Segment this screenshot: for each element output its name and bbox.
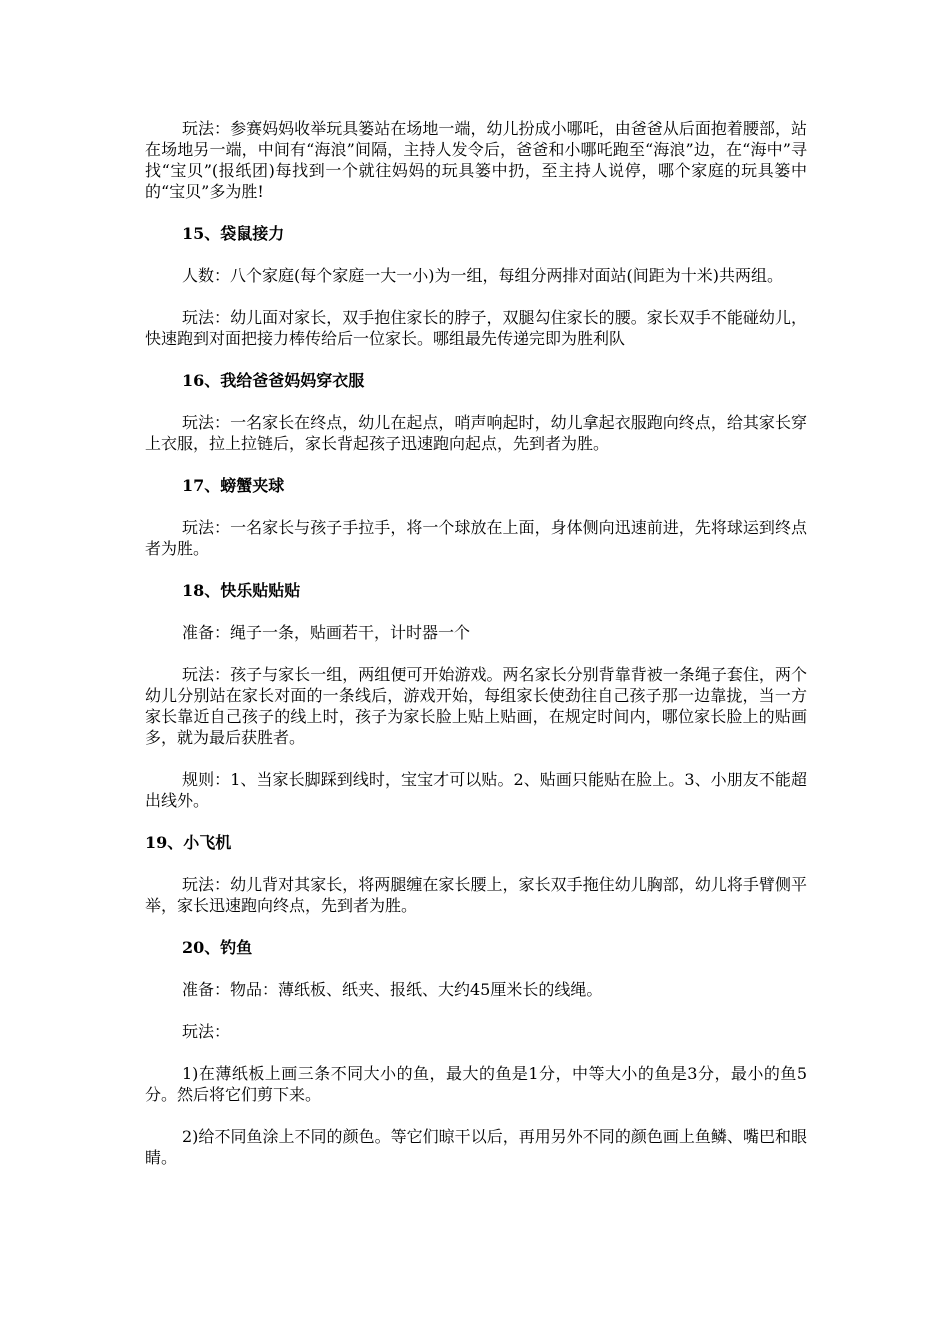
heading-20-fishing: 20、钓鱼 (182, 938, 253, 957)
paragraph-16-play: 玩法：一名家长在终点，幼儿在起点，哨声响起时，幼儿拿起衣服跑向终点，给其家长穿上衣服，拉上拉链后，家长背起孩子迅速跑向起点，先到者为胜。 (145, 413, 807, 453)
heading-19-little-plane: 19、小飞机 (145, 833, 232, 852)
paragraph-20-prep: 准备：物品：薄纸板、纸夹、报纸、大约45厘米长的线绳。 (182, 980, 603, 999)
paragraph-nezha-play: 玩法：参赛妈妈收举玩具篓站在场地一端，幼儿扮成小哪吒，由爸爸从后面抱着腰部，站在场地另一端，中间有“海浪”间隔，主持人发令后，爸爸和小哪吒跑至“海浪”边，在“海中”寻找“宝贝”(报纸团)每找到一个就往妈妈的玩具篓中扔，至主持人说停，哪个家庭的玩具篓中的“宝贝”多为胜! (145, 119, 807, 201)
paragraph-20-play-label: 玩法： (182, 1022, 231, 1041)
paragraph-18-prep: 准备：绳子一条，贴画若干，计时器一个 (182, 623, 471, 642)
paragraph-17-play: 玩法：一名家长与孩子手拉手，将一个球放在上面，身体侧向迅速前进，先将球运到终点者为胜。 (145, 518, 807, 558)
document-page (145, 118, 807, 1189)
paragraph-18-play: 玩法：孩子与家长一组，两组便可开始游戏。两名家长分别背靠背被一条绳子套住，两个幼儿分别站在家长对面的一条线后，游戏开始，每组家长使劲往自己孩子那一边靠拢，当一方家长靠近自己孩子的线上时，孩子为家长脸上贴上贴画，在规定时间内，哪位家长脸上的贴画多，就为最后获胜者。 (145, 665, 807, 747)
heading-18-happy-stickers: 18、快乐贴贴贴 (182, 581, 301, 600)
paragraph-20-step-2: 2)给不同鱼涂上不同的颜色。等它们晾干以后，再用另外不同的颜色画上鱼鳞、嘴巴和眼睛。 (145, 1127, 807, 1167)
paragraph-19-play: 玩法：幼儿背对其家长，将两腿缠在家长腰上，家长双手拖住幼儿胸部，幼儿将手臂侧平举，家长迅速跑向终点，先到者为胜。 (145, 875, 807, 915)
heading-17-crab-ball: 17、螃蟹夹球 (182, 476, 285, 495)
paragraph-20-step-1: 1)在薄纸板上画三条不同大小的鱼，最大的鱼是1分，中等大小的鱼是3分，最小的鱼5分。然后将它们剪下来。 (145, 1064, 807, 1104)
paragraph-18-rules: 规则：1、当家长脚踩到线时，宝宝才可以贴。2、贴画只能贴在脸上。3、小朋友不能超出线外。 (145, 770, 807, 810)
heading-15-kangaroo-relay: 15、袋鼠接力 (182, 224, 285, 243)
paragraph-15-play: 玩法：幼儿面对家长，双手抱住家长的脖子，双腿勾住家长的腰。家长双手不能碰幼儿，快速跑到对面把接力棒传给后一位家长。哪组最先传递完即为胜利队 (145, 308, 807, 348)
heading-16-dress-parents: 16、我给爸爸妈妈穿衣服 (182, 371, 365, 390)
paragraph-15-players: 人数：八个家庭(每个家庭一大一小)为一组，每组分两排对面站(间距为十米)共两组。 (182, 266, 783, 285)
